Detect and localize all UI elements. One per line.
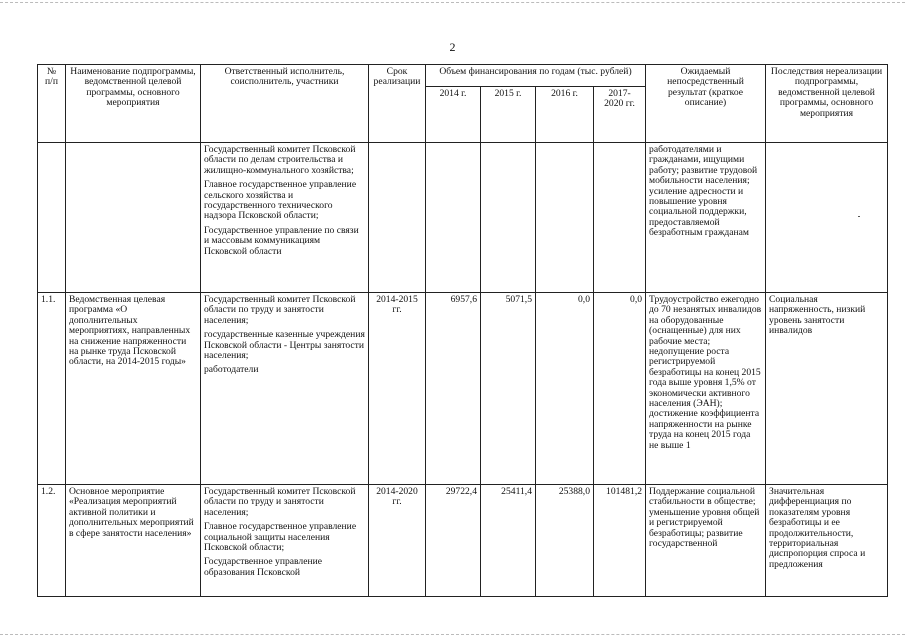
row-2016 xyxy=(536,143,594,293)
scan-bottom-edge xyxy=(0,634,905,635)
header-executor: Ответственный исполнитель, соисполнитель, участники xyxy=(201,65,369,143)
header-year-2016: 2016 г. xyxy=(536,87,594,143)
row-result: работодателями и гражданами, ищущими работу; развитие трудовой мобильности населения; усиление адресности и повышение уровня социальной поддержки, предоставляемой безработным гражданам xyxy=(646,143,766,293)
executor-item: Государственный комитет Псковской области по труду и занятости населения; xyxy=(204,486,356,518)
table-row xyxy=(38,485,888,597)
row-term xyxy=(369,143,426,293)
row-executors xyxy=(201,143,369,293)
row-2014 xyxy=(426,143,481,293)
header-term: Срок реализации xyxy=(369,65,426,143)
table-row xyxy=(38,293,888,485)
row-name: Основное мероприятие «Реализация мероприятий активной политики и дополнительных мероприятий в сфере занятости населения» xyxy=(66,485,201,597)
row-2017-2020 xyxy=(594,143,646,293)
executor-item: Главное государственное управление социальной защиты населения Псковской области; xyxy=(204,521,357,554)
row-result: Трудоустройство ежегодно до 70 незанятых инвалидов на оборудованные (оснащенные) для них рабочие места; недопущение роста регистрируемой безработицы на конец 2015 года выше уровня 1,5% от экономически активного населения (ЭАН); достижение коэффициента напряженности на рынке труда на конец 2015 года не выше 1 xyxy=(646,293,766,485)
row-2015 xyxy=(481,143,536,293)
row-num xyxy=(38,143,66,293)
executor-item: Государственный комитет Псковской области по делам строительства и жилищно-коммунального хозяйства; xyxy=(204,144,356,176)
row-name xyxy=(66,143,201,293)
row-2017-2020: 0,0 xyxy=(594,293,646,485)
header-name: Наименование подпрограммы, ведомственной целевой программы, основного мероприятия xyxy=(66,65,201,143)
executor-item: работодатели xyxy=(204,364,259,376)
row-2014: 29722,4 xyxy=(426,485,481,597)
page-number: 2 xyxy=(449,40,456,54)
row-consequences: Значительная дифференциация по показателям уровня безработицы и ее продолжительности, территориальная диспропорция спроса и предложения xyxy=(766,485,888,597)
header-num: № п/п xyxy=(38,65,66,143)
header-year-2017-2020: 2017- 2020 гг. xyxy=(594,87,646,143)
row-term: 2014-2015 гг. xyxy=(369,293,426,485)
row-executors xyxy=(201,293,369,485)
executor-item: Государственный комитет Псковской области по труду и занятости населения; xyxy=(204,294,356,326)
executor-item: Главное государственное управление сельского хозяйства и государственного технического надзора Псковской области; xyxy=(204,179,357,222)
header-consequences: Последствия нереализации подпрограммы, ведомственной целевой программы, основного мероприятия xyxy=(766,65,888,143)
row-2017-2020: 101481,2 xyxy=(594,485,646,597)
row-consequences: Социальная напряженность, низкий уровень занятости инвалидов xyxy=(766,293,888,485)
row-2015: 5071,5 xyxy=(481,293,536,485)
header-year-2014: 2014 г. xyxy=(426,87,481,143)
executor-item: Государственное управление по связи и массовым коммуникациям Псковской области xyxy=(204,224,359,257)
row-result: Поддержание социальной стабильности в обществе; уменьшение уровня общей и регистрируемой безработицы; развитие государственной xyxy=(646,485,766,597)
scan-top-edge xyxy=(0,2,905,3)
row-term: 2014-2020 гг. xyxy=(369,485,426,597)
row-2015: 25411,4 xyxy=(481,485,536,597)
row-num: 1.2. xyxy=(38,485,66,597)
row-num: 1.1. xyxy=(38,293,66,485)
row-name: Ведомственная целевая программа «О дополнительных мероприятиях, направленных на снижение напряженности на рынке труда Псковской области, на 2014-2015 годы» xyxy=(66,293,201,485)
row-executors xyxy=(201,485,369,597)
executor-item: государственные казенные учреждения Псковской области - Центры занятости населения; xyxy=(204,329,365,362)
executor-item: Государственное управление образования Псковской xyxy=(204,556,322,578)
row-2016: 0,0 xyxy=(536,293,594,485)
row-consequences xyxy=(766,143,888,293)
header-financing: Объем финансирования по годам (тыс. рублей) xyxy=(426,65,646,87)
table-row xyxy=(38,143,888,293)
header-result: Ожидаемый непосредственный результат (краткое описание) xyxy=(646,65,766,143)
header-year-2015: 2015 г. xyxy=(481,87,536,143)
row-2016: 25388,0 xyxy=(536,485,594,597)
row-2014: 6957,6 xyxy=(426,293,481,485)
program-table xyxy=(37,64,888,597)
